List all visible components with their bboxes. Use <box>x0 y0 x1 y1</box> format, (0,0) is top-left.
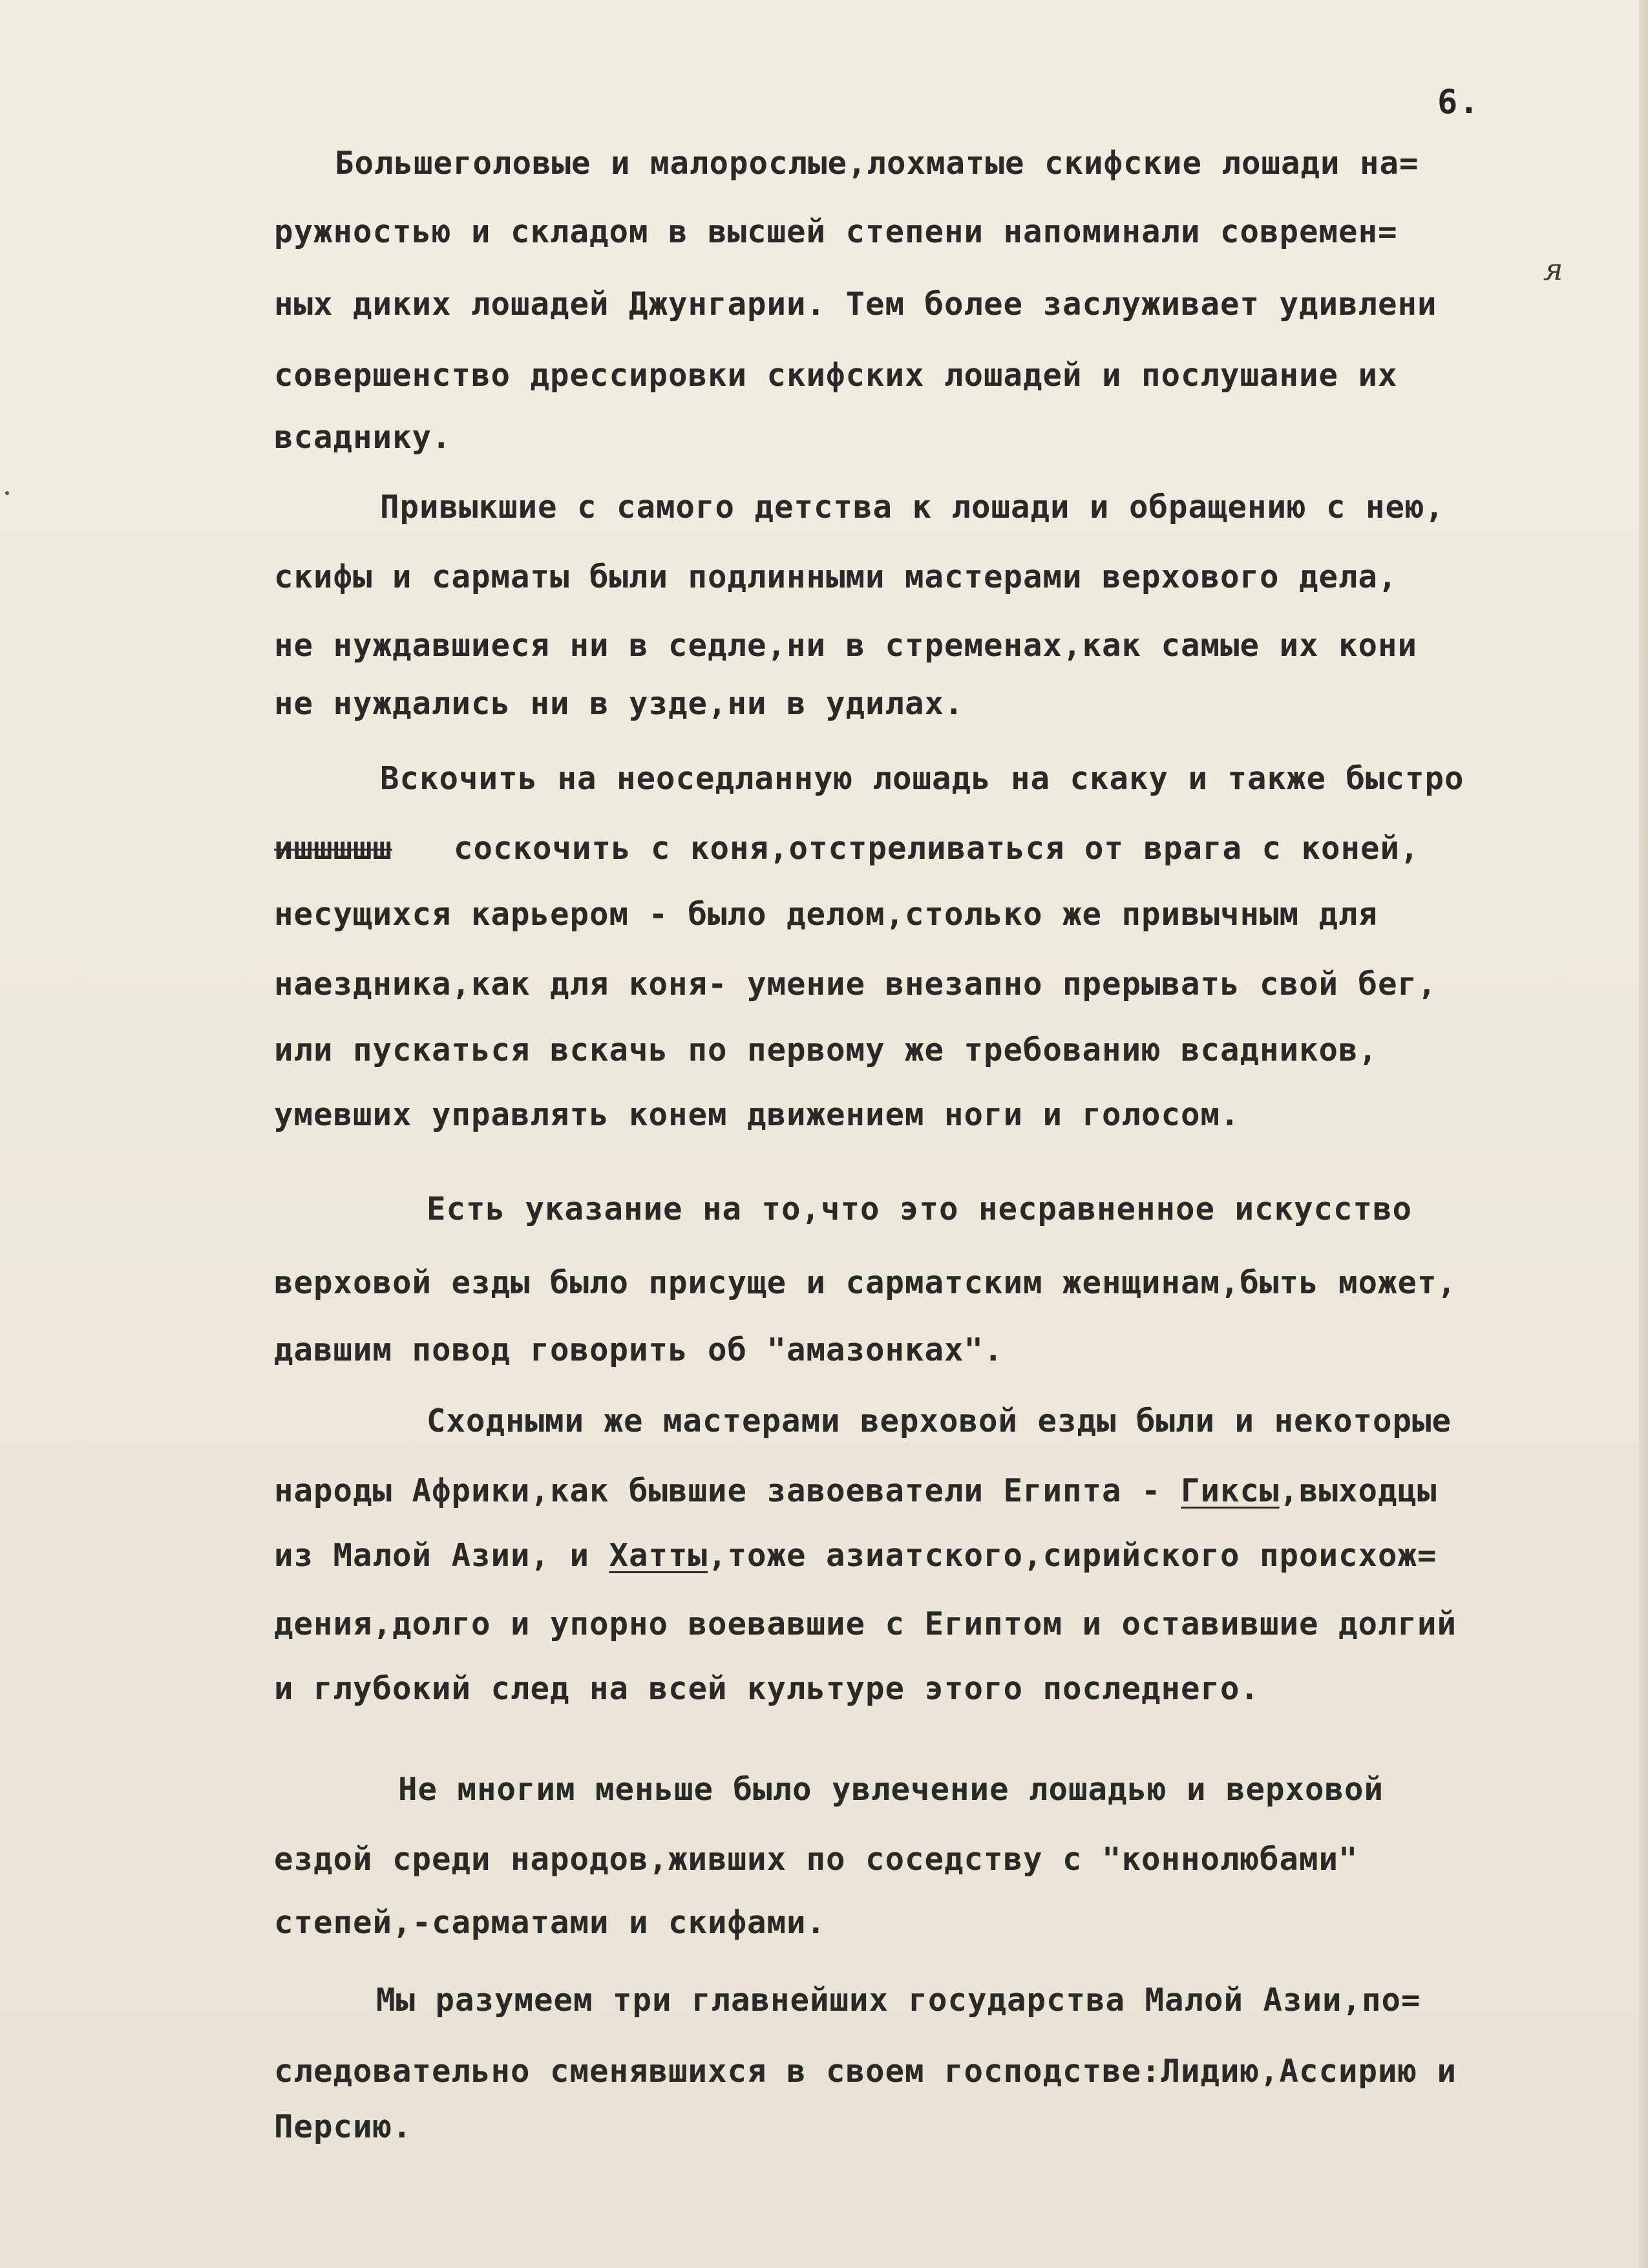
text-line: ездой среди народов,живших по соседству с "коннолюбами" <box>274 1841 1358 1878</box>
handwritten-correction: я <box>1543 252 1563 287</box>
underlined-term-hyksos: Гиксы <box>1181 1472 1280 1509</box>
text-line: всаднику. <box>274 419 452 456</box>
text-line: несущихся карьером - было делом,столько же привычным для <box>274 896 1379 933</box>
text-line: не нуждавшиеся ни в седле,ни в стременах,как самые их кони <box>274 627 1418 664</box>
text-segment: из Малой Азии, и <box>274 1537 609 1574</box>
text-line: Вскочить на неоседланную лошадь на скаку и также быстро <box>380 760 1464 797</box>
text-line: ружностью и складом в высшей степени напоминали современ= <box>274 213 1398 250</box>
text-line: следовательно сменявшихся в своем господстве:Лидию,Ассирию и <box>274 2053 1457 2090</box>
text-line: Сходными же мастерами верховой езды были и некоторые <box>427 1403 1452 1439</box>
text-line: совершенство дрессировки скифских лошадей и послушание их <box>274 357 1398 394</box>
text-line: верховой езды было присуще и сарматским женщинам,быть может, <box>274 1264 1457 1301</box>
text-segment: народы Африки,как бывшие завоеватели Египта - <box>274 1472 1181 1509</box>
text-line: степей,-сарматами и скифами. <box>274 1904 827 1941</box>
text-line: умевших управлять конем движением ноги и голосом. <box>274 1096 1240 1133</box>
text-line: Персию. <box>274 2108 412 2145</box>
text-line: давшим повод говорить об "амазонках". <box>274 1331 1004 1368</box>
text-line: ных диких лошадей Джунгарии. Тем более заслуживает удивлени <box>274 286 1437 323</box>
text-line: Привыкшие с самого детства к лошади и обращению с нею, <box>380 489 1445 525</box>
text-line: Не многим меньше было увлечение лошадью и верховой <box>398 1771 1384 1808</box>
text-line-composite <box>274 1472 1437 1509</box>
margin-ink-dot <box>5 491 9 495</box>
text-line: Мы разумеем три главнейших государства Малой Азии,по= <box>376 1982 1421 2019</box>
page-edge-shadow <box>1639 0 1648 2268</box>
text-segment: ,тоже азиатского,сирийского происхож= <box>708 1537 1437 1574</box>
text-line: наездника,как для коня- умение внезапно прерывать свой бег, <box>274 966 1437 1002</box>
text-segment: ,выходцы <box>1279 1472 1437 1509</box>
text-line: или пускаться вскачь по первому же требованию всадников, <box>274 1032 1379 1068</box>
text-line: скифы и сарматы были подлинными мастерами верхового дела, <box>274 558 1398 595</box>
text-line: не нуждались ни в узде,ни в удилах. <box>274 685 964 722</box>
page-number: 6. <box>1437 83 1481 122</box>
text-line: Есть указание на то,что это несравненное искусство <box>427 1191 1413 1227</box>
text-line: и глубокий след на всей культуре этого последнего. <box>274 1670 1260 1707</box>
struck-word <box>274 830 393 867</box>
text-line-composite <box>274 1537 1437 1574</box>
underlined-term-hittites: Хатты <box>609 1537 708 1574</box>
text-line: Большеголовые и малорослые,лохматые скифские лошади на= <box>335 145 1419 182</box>
struck-out-text: ишшшшш <box>274 830 393 867</box>
text-line: дения,долго и упорно воевавшие с Египтом и оставившие долгий <box>274 1606 1457 1642</box>
text-line: соскочить с коня,отстреливаться от врага с коней, <box>454 830 1420 867</box>
